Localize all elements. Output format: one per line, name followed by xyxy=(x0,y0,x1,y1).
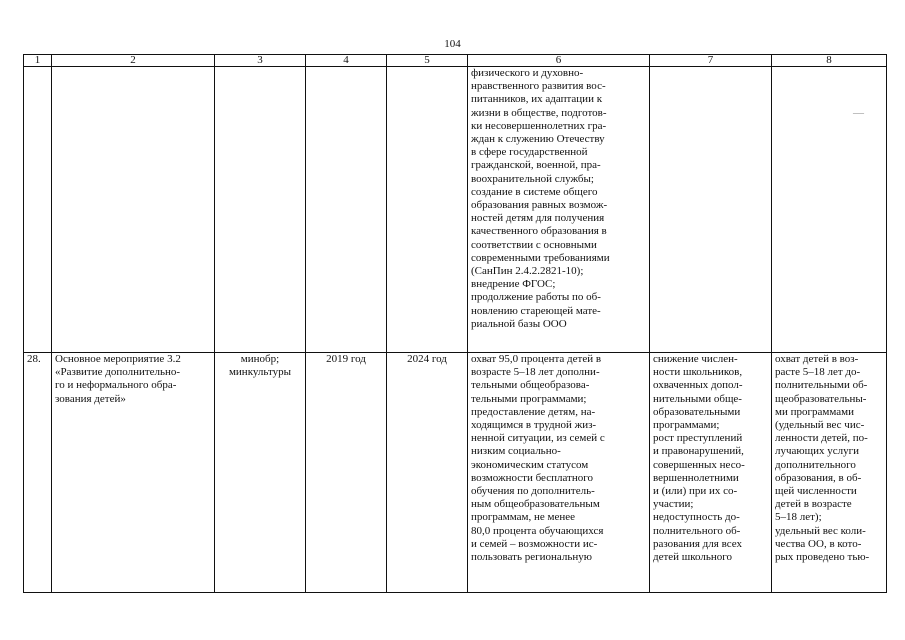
text-line: вершеннолетними xyxy=(653,471,739,484)
text-line: новлению стареющей мате- xyxy=(471,304,601,317)
text-line: и семей – возможности ис- xyxy=(471,537,598,550)
text-line: полнительными об- xyxy=(775,379,868,392)
text-line: и правонарушений, xyxy=(653,445,744,458)
text-line: рых проведено тью- xyxy=(775,551,870,564)
text-line: чества ОО, в кото- xyxy=(775,537,862,550)
text-line: удельный вес коли- xyxy=(775,524,866,537)
text-line: минобр; xyxy=(240,353,280,365)
empty-cell xyxy=(387,67,468,353)
text-line: качественного образования в xyxy=(471,225,607,238)
text-line: возрасте 5–18 лет дополни- xyxy=(471,366,600,379)
text-line: разования для всех xyxy=(653,537,742,550)
measure-name-cell xyxy=(52,353,215,593)
text-line: образования, в об- xyxy=(775,471,862,484)
text-line: полнительного об- xyxy=(653,524,741,537)
text-line: ностей детям для получения xyxy=(471,212,605,225)
text-line: экономическим статусом xyxy=(471,458,589,471)
text-line: минкультуры xyxy=(228,366,292,379)
text-line: щеобразовательны- xyxy=(775,392,867,405)
text-line: внедрение ФГОС; xyxy=(471,278,556,291)
text-line: дополнительного xyxy=(775,458,856,471)
text-line: физического и духовно- xyxy=(471,67,584,79)
continuation-row xyxy=(24,67,887,353)
column-number: 5 xyxy=(387,55,468,67)
text-line: го и неформального обра- xyxy=(55,379,177,392)
empty-cell xyxy=(306,67,387,353)
text-line: в сфере государственной xyxy=(471,146,588,159)
text-line: Основное мероприятие 3.2 xyxy=(55,353,181,365)
text-line: пользовать региональную xyxy=(471,551,593,564)
text-line: «Развитие дополнительно- xyxy=(55,366,181,379)
text-line: (удельный вес чис- xyxy=(775,419,865,432)
text-line: и (или) при их со- xyxy=(653,485,738,498)
end-year-cell: 2024 год xyxy=(387,353,468,593)
text-line: недоступность до- xyxy=(653,511,740,524)
column-number: 7 xyxy=(650,55,772,67)
text-line: продолжение работы по об- xyxy=(471,291,601,304)
text-line: охват детей в воз- xyxy=(775,353,859,365)
column-number: 4 xyxy=(306,55,387,67)
program-measures-table xyxy=(23,54,887,593)
text-line: создание в системе общего xyxy=(471,185,598,198)
text-line: гражданской, военной, пра- xyxy=(471,159,601,172)
text-line: щей численности xyxy=(775,485,857,498)
text-line: 5–18 лет); xyxy=(775,511,822,524)
empty-cell xyxy=(772,67,887,353)
results-cell xyxy=(468,67,650,353)
text-line: жизни в обществе, подготов- xyxy=(471,106,607,119)
text-line: тельными общеобразова- xyxy=(471,379,590,392)
text-line: снижение числен- xyxy=(653,353,738,365)
text-line: детей школьного xyxy=(653,551,733,564)
empty-cell xyxy=(650,67,772,353)
results-cell xyxy=(468,353,650,593)
text-line: 80,0 процента обучающихся xyxy=(471,524,604,537)
text-line: рост преступлений xyxy=(653,432,743,445)
column-number: 2 xyxy=(52,55,215,67)
indicators-cell xyxy=(772,353,887,593)
text-line: (СанПин 2.4.2.2821-10); xyxy=(471,265,584,278)
executor-cell xyxy=(215,353,306,593)
consequences-cell xyxy=(650,353,772,593)
text-line: риальной базы ООО xyxy=(471,317,567,330)
text-line: нравственного развития вос- xyxy=(471,80,606,93)
table-row-28 xyxy=(24,353,887,593)
text-line: охват 95,0 процента детей в xyxy=(471,353,602,365)
column-number: 8 xyxy=(772,55,887,67)
text-line: охваченных допол- xyxy=(653,379,743,392)
text-line: лучающих услуги xyxy=(775,445,859,458)
text-line: ленности детей, по- xyxy=(775,432,868,445)
text-line: питанников, их адаптации к xyxy=(471,93,603,106)
column-number: 1 xyxy=(24,55,52,67)
text-line: расте 5–18 лет до- xyxy=(775,366,861,379)
text-line: образования равных возмож- xyxy=(471,199,608,212)
text-line: тельными программами; xyxy=(471,392,587,405)
dash-mark: — xyxy=(853,107,864,119)
text-line: ходящимся в трудной жиз- xyxy=(471,419,597,432)
text-line: соответствии с основными xyxy=(471,238,597,251)
column-number-row xyxy=(24,55,887,67)
text-line: воохранительной службы; xyxy=(471,172,594,185)
text-line: ми программами xyxy=(775,405,854,418)
text-line: обучения по дополнитель- xyxy=(471,485,595,498)
empty-cell xyxy=(215,67,306,353)
row-number: 28. xyxy=(24,353,52,593)
empty-cell xyxy=(24,67,52,353)
text-line: нительными обще- xyxy=(653,392,742,405)
text-line: ненной ситуации, из семей с xyxy=(471,432,605,445)
text-line: ждан к служению Отечеству xyxy=(471,133,605,146)
text-line: современными требованиями xyxy=(471,251,610,264)
text-line: низким социально- xyxy=(471,445,561,458)
text-line: участии; xyxy=(653,498,694,511)
page-number: 104 xyxy=(444,38,461,50)
column-number: 3 xyxy=(215,55,306,67)
empty-cell xyxy=(52,67,215,353)
text-line: образовательными xyxy=(653,405,741,418)
text-line: детей в возрасте xyxy=(775,498,852,511)
text-line: возможности бесплатного xyxy=(471,471,593,484)
text-line: совершенных несо- xyxy=(653,458,745,471)
column-number: 6 xyxy=(468,55,650,67)
text-line: зования детей» xyxy=(55,392,126,405)
text-line: предоставление детям, на- xyxy=(471,405,596,418)
text-line: ки несовершеннолетних гра- xyxy=(471,119,607,132)
text-line: программам, не менее xyxy=(471,511,575,524)
start-year-cell: 2019 год xyxy=(306,353,387,593)
text-line: ным общеобразовательным xyxy=(471,498,600,511)
text-line: программами; xyxy=(653,419,720,432)
text-line: ности школьников, xyxy=(653,366,743,379)
